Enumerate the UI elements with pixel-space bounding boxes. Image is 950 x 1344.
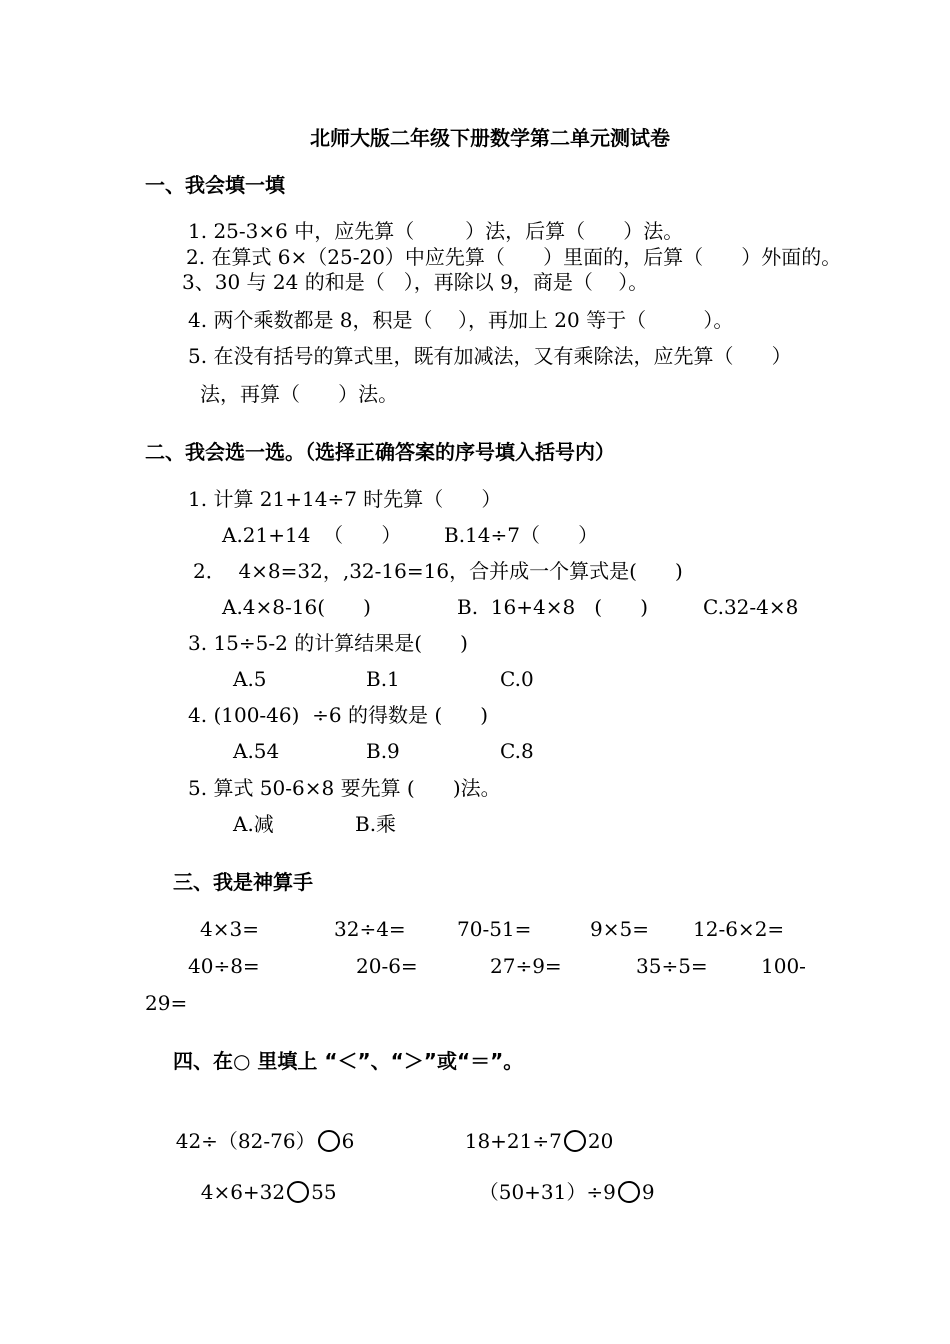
- s2-q2-option-c: C.32-4×8: [703, 595, 799, 619]
- s2-q2-option-b: B. 16+4×8 ( ): [457, 595, 649, 619]
- compare-left: 4×6+32: [200, 1180, 286, 1204]
- s2-question-2: 2． 4×8=32，,32-16=16，合并成一个算式是( ): [193, 559, 683, 583]
- calc-item: 9×5=: [590, 917, 649, 941]
- s2-q1-option-a: A.21+14 （ ）: [222, 523, 402, 547]
- calc-item: 100-: [761, 954, 806, 978]
- compare-circle[interactable]: [618, 1181, 640, 1203]
- s2-question-4: 4. (100-46) ÷6 的得数是 ( ): [188, 703, 489, 727]
- compare-circle[interactable]: [318, 1130, 340, 1152]
- s2-q2-option-a: A.4×8-16( ): [222, 595, 371, 619]
- compare-item: [452, 1110, 613, 1152]
- compare-left: 18+21÷7: [464, 1129, 562, 1153]
- section1-heading: 一、我会填一填: [145, 173, 285, 197]
- s2-q4-option-c: C.8: [500, 739, 534, 763]
- s1-question-3: 3、30 与 24 的和是（ ），再除以 9，商是（ ）。: [182, 270, 649, 294]
- compare-circle[interactable]: [564, 1130, 586, 1152]
- s2-q3-option-b: B.1: [366, 667, 400, 691]
- compare-item: [188, 1161, 337, 1203]
- calc-item: 32÷4=: [334, 917, 406, 941]
- compare-right: 55: [311, 1180, 337, 1204]
- s1-question-5a: 5. 在没有括号的算式里，既有加减法，又有乘除法，应先算（ ）: [188, 344, 792, 368]
- page-title: 北师大版二年级下册数学第二单元测试卷: [310, 126, 670, 150]
- calc-item: 20-6=: [356, 954, 418, 978]
- compare-left: 42÷（82-76）: [175, 1129, 316, 1153]
- compare-right: 6: [341, 1129, 355, 1153]
- s2-q4-option-a: A.54: [233, 739, 280, 763]
- calc-item: 29=: [145, 991, 188, 1015]
- section4-heading: 四、在○ 里填上 “＜”、“＞”或“＝”。: [173, 1049, 524, 1073]
- s2-question-1: 1. 计算 21+14÷7 时先算（ ）: [188, 487, 502, 511]
- section3-heading: 三、我是神算手: [173, 870, 313, 894]
- calc-item: 4×3=: [200, 917, 259, 941]
- compare-circle[interactable]: [287, 1181, 309, 1203]
- compare-left: （50+31）÷9: [478, 1180, 616, 1204]
- s2-q5-option-a: A.减: [233, 812, 274, 836]
- s2-q3-option-c: C.0: [500, 667, 534, 691]
- calc-item: 70-51=: [457, 917, 532, 941]
- s2-q4-option-b: B.9: [366, 739, 400, 763]
- compare-item: [163, 1110, 354, 1152]
- calc-item: 35÷5=: [636, 954, 708, 978]
- s2-q1-option-b: B.14÷7（ ）: [444, 523, 599, 547]
- compare-right: 20: [587, 1129, 614, 1153]
- section2-heading: 二、我会选一选。（选择正确答案的序号填入括号内）: [145, 440, 615, 464]
- s1-question-4: 4. 两个乘数都是 8，积是（ ），再加上 20 等于（ ）。: [188, 308, 734, 332]
- s1-question-5b: 法，再算（ ）法。: [200, 382, 399, 406]
- s2-q3-option-a: A.5: [233, 667, 267, 691]
- s2-question-3: 3. 15÷5-2 的计算结果是( ): [188, 631, 468, 655]
- compare-item: [466, 1161, 655, 1203]
- calc-item: 27÷9=: [490, 954, 562, 978]
- s1-question-2: 2. 在算式 6×（25-20）中应先算（ ）里面的，后算（ ）外面的。: [186, 245, 842, 269]
- compare-right: 9: [641, 1180, 655, 1204]
- s2-q5-option-b: B.乘: [355, 812, 397, 836]
- calc-item: 12-6×2=: [693, 917, 785, 941]
- calc-item: 40÷8=: [188, 954, 260, 978]
- s2-question-5: 5. 算式 50-6×8 要先算 ( )法。: [188, 776, 501, 800]
- s1-question-1: 1. 25-3×6 中，应先算（ ）法，后算（ ）法。: [188, 219, 684, 243]
